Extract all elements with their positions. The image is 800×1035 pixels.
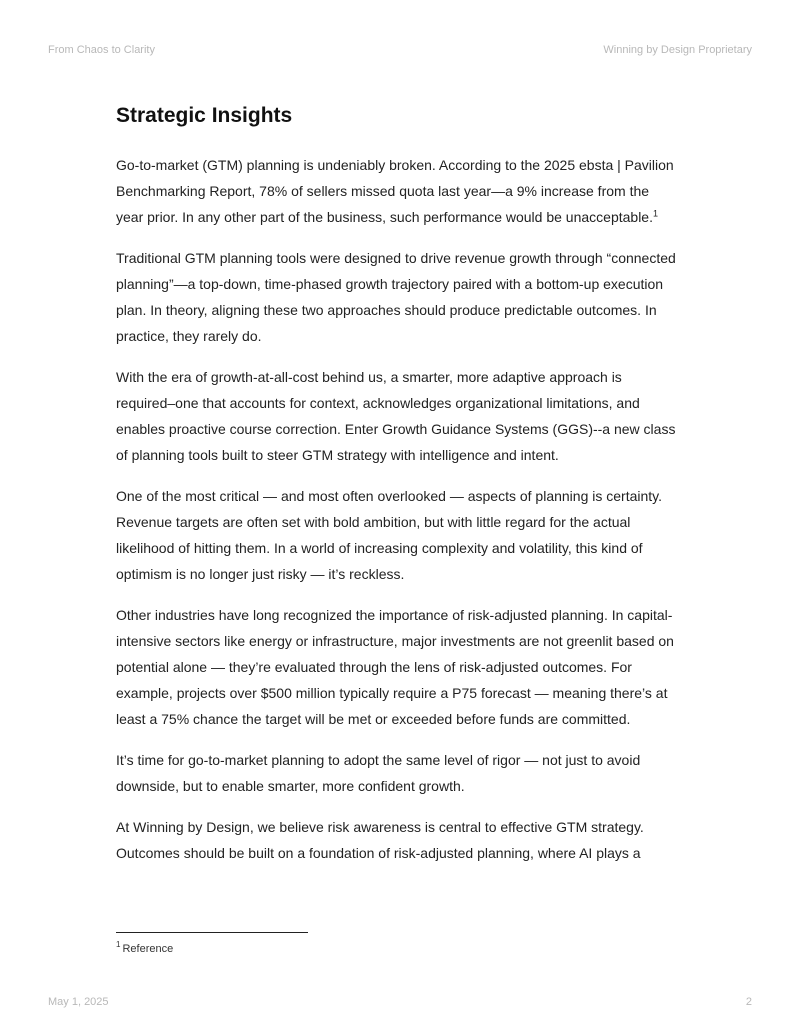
- footnote-divider: [116, 932, 308, 933]
- paragraph-3: With the era of growth-at-all-cost behind us, a smarter, more adaptive approach is required–one that accounts for context, acknowledges organizational limitations, and enables proactive course correction. Enter Growth Guidance Systems (GGS)--a new class of planning tools built to steer GTM strategy with intelligence and intent.: [116, 369, 676, 463]
- page-number: 2: [745, 996, 752, 1008]
- footnote: [116, 940, 174, 955]
- footnote-text: Reference: [122, 943, 174, 955]
- main-content: [116, 100, 676, 881]
- paragraph-1-text: Go-to-market (GTM) planning is undeniably broken. According to the 2025 ebsta | Pavilion Benchmarking Report, 78% of sellers missed quota last year—a 9% increase from the year prior. In any other part of the business, such performance would be unacceptable.: [116, 157, 674, 225]
- footer-date: May 1, 2025: [48, 996, 109, 1008]
- paragraph-2: Traditional GTM planning tools were designed to drive revenue growth through “connected planning”—a top-down, time-phased growth trajectory paired with a bottom-up execution plan. In theory, aligning these two approaches should produce predictable outcomes. In practice, they rarely do.: [116, 250, 676, 344]
- running-header: [48, 44, 752, 56]
- footnote-marker: 1: [116, 940, 121, 950]
- paragraph-4: One of the most critical — and most often overlooked — aspects of planning is certainty. Revenue targets are often set with bold ambition, but with little regard for the actual likelihood of hitting them. In a world of increasing complexity and volatility, this kind of optimism is no longer just risky — it’s reckless.: [116, 488, 663, 582]
- running-footer: [48, 996, 752, 1008]
- footnote-reference[interactable]: 1: [652, 208, 658, 219]
- header-document-title: From Chaos to Clarity: [48, 44, 155, 56]
- paragraph-1: [116, 152, 676, 230]
- paragraph-6: It’s time for go-to-market planning to adopt the same level of rigor — not just to avoid downside, but to enable smarter, more confident growth.: [116, 752, 641, 794]
- section-title: Strategic Insights: [116, 104, 293, 127]
- paragraph-5: Other industries have long recognized the importance of risk-adjusted planning. In capital-intensive sectors like energy or infrastructure, major investments are not greenlit based on potential alone — they’re evaluated through the lens of risk-adjusted outcomes. For example, projects over $500 million typically require a P75 forecast — meaning there’s at least a 75% chance the target will be met or exceeded before funds are committed.: [116, 607, 674, 727]
- paragraph-7: At Winning by Design, we believe risk awareness is central to effective GTM strategy. Outcomes should be built on a foundation of risk-adjusted planning, where AI plays a: [116, 819, 644, 861]
- header-proprietary-notice: Winning by Design Proprietary: [603, 44, 752, 56]
